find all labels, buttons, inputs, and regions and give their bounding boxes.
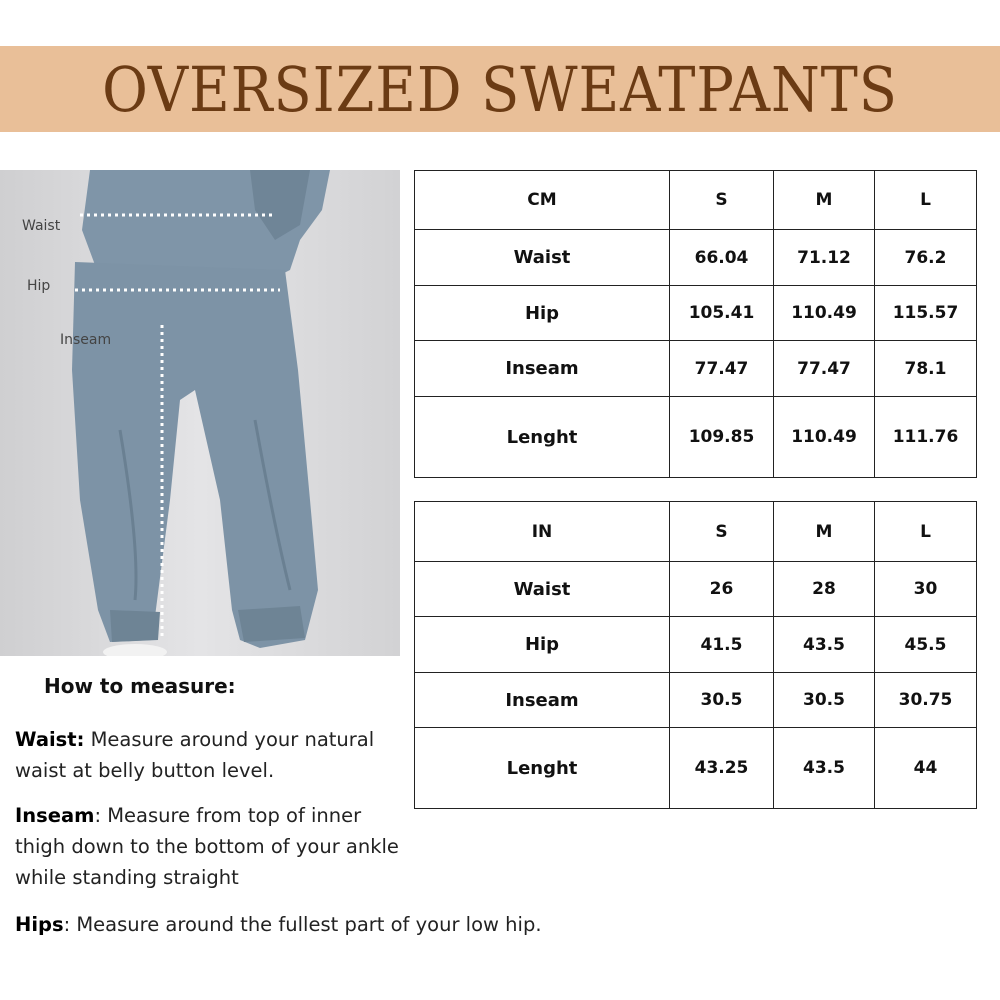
row-label: Waist xyxy=(415,562,670,617)
table-cell: 30.75 xyxy=(875,673,977,728)
title-banner xyxy=(0,46,1000,132)
table-row xyxy=(415,286,977,341)
page-title: OVERSIZED SWEATPANTS xyxy=(102,52,898,126)
table-cell: 30 xyxy=(875,562,977,617)
table-cell: 110.49 xyxy=(774,397,875,478)
table-cell: 44 xyxy=(875,728,977,809)
table-cell: 77.47 xyxy=(774,341,875,397)
row-label: Inseam xyxy=(415,341,670,397)
table-cell: 105.41 xyxy=(670,286,774,341)
hips-term: Hips xyxy=(15,913,64,936)
row-label: Lenght xyxy=(415,728,670,809)
table-cell: 78.1 xyxy=(875,341,977,397)
row-label: Hip xyxy=(415,286,670,341)
table-row xyxy=(415,230,977,286)
size-header: L xyxy=(875,171,977,230)
table-header-row xyxy=(415,171,977,230)
table-header-row xyxy=(415,502,977,562)
row-label: Hip xyxy=(415,617,670,673)
size-header: M xyxy=(774,171,875,230)
table-cell: 111.76 xyxy=(875,397,977,478)
table-cell: 43.5 xyxy=(774,617,875,673)
size-header: L xyxy=(875,502,977,562)
hips-instruction xyxy=(15,909,775,940)
size-header: M xyxy=(774,502,875,562)
hip-label: Hip xyxy=(27,278,51,294)
inseam-label: Inseam xyxy=(60,332,112,348)
sweatpants-illustration xyxy=(0,170,400,656)
size-header: S xyxy=(670,171,774,230)
waist-label: Waist xyxy=(22,218,61,234)
table-row xyxy=(415,617,977,673)
table-cell: 110.49 xyxy=(774,286,875,341)
cm-size-table xyxy=(414,170,977,478)
unit-header: IN xyxy=(415,502,670,562)
row-label: Inseam xyxy=(415,673,670,728)
table-cell: 43.25 xyxy=(670,728,774,809)
in-size-table xyxy=(414,501,977,809)
table-cell: 66.04 xyxy=(670,230,774,286)
table-cell: 43.5 xyxy=(774,728,875,809)
product-photo xyxy=(0,170,400,656)
table-cell: 30.5 xyxy=(774,673,875,728)
table-cell: 45.5 xyxy=(875,617,977,673)
table-cell: 115.57 xyxy=(875,286,977,341)
inseam-instruction xyxy=(15,800,415,893)
row-label: Waist xyxy=(415,230,670,286)
table-cell: 28 xyxy=(774,562,875,617)
size-header: S xyxy=(670,502,774,562)
table-cell: 30.5 xyxy=(670,673,774,728)
table-cell: 76.2 xyxy=(875,230,977,286)
table-row xyxy=(415,562,977,617)
inseam-term: Inseam xyxy=(15,804,95,827)
hips-text: : Measure around the fullest part of your low hip. xyxy=(63,913,542,936)
table-row xyxy=(415,728,977,809)
table-cell: 77.47 xyxy=(670,341,774,397)
row-label: Lenght xyxy=(415,397,670,478)
table-row xyxy=(415,673,977,728)
table-cell: 41.5 xyxy=(670,617,774,673)
table-cell: 26 xyxy=(670,562,774,617)
unit-header: CM xyxy=(415,171,670,230)
table-row xyxy=(415,397,977,478)
table-cell: 109.85 xyxy=(670,397,774,478)
waist-text: Measure around your natural waist at belly button level. xyxy=(15,728,375,782)
waist-instruction xyxy=(15,724,400,786)
how-to-measure-heading: How to measure: xyxy=(44,674,236,698)
waist-term: Waist: xyxy=(15,728,85,751)
table-cell: 71.12 xyxy=(774,230,875,286)
inseam-text: : Measure from top of inner thigh down to the bottom of your ankle while standing straight xyxy=(15,804,399,889)
table-row xyxy=(415,341,977,397)
